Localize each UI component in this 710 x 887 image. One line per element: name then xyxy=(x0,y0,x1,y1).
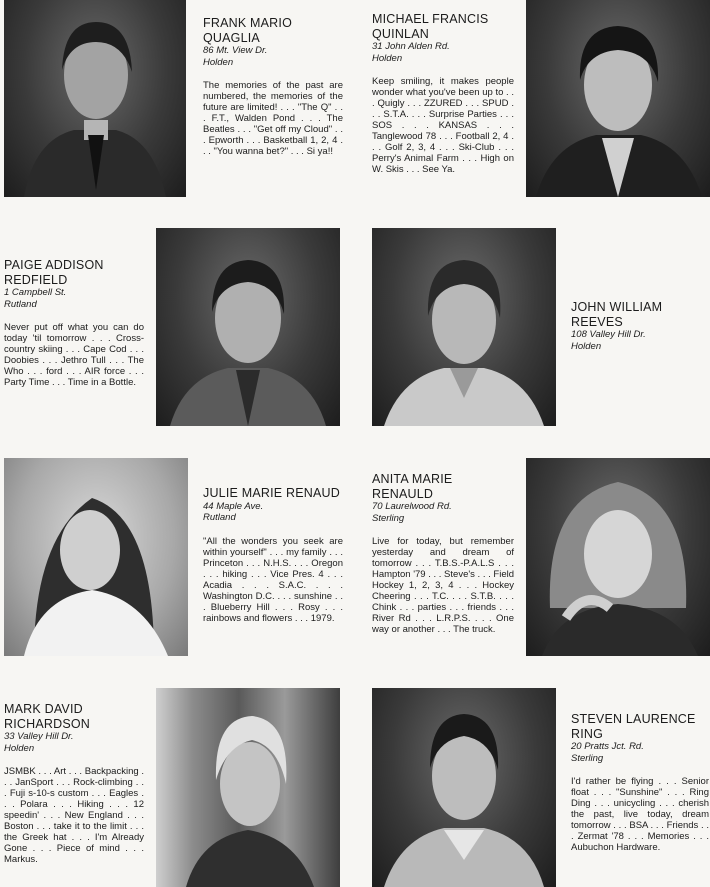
student-town: Holden xyxy=(4,742,35,754)
portrait-photo-richardson xyxy=(156,688,340,887)
student-bio: Live for today, but remember yesterday and dream of tomorrow . . . T.B.S.-P.A.L.S . . . Hampton '79 . . . Steve's . . . Field Hockey 1, 2, 3, 4 . . . Hockey Cheering . . . T.C. . . . S.T.B. . . . Chink . . . parties . . . friends . . . River Rd . . . L.R.P.S. . . . One way or another . . . The truck. xyxy=(372,536,514,635)
student-name: MARK DAVID RICHARDSON xyxy=(4,702,91,731)
portrait-silhouette xyxy=(156,688,340,887)
portrait-silhouette xyxy=(526,0,710,197)
student-name: STEVEN LAURENCE RING xyxy=(571,712,696,741)
student-entry-redfield xyxy=(4,258,144,388)
student-entry-renaud xyxy=(203,486,343,624)
portrait-silhouette xyxy=(526,458,710,656)
student-street: 108 Valley Hill Dr. xyxy=(571,329,646,340)
portrait-silhouette xyxy=(4,458,188,656)
student-name: PAIGE ADDISON REDFIELD xyxy=(4,258,104,287)
student-entry-renauld xyxy=(372,472,514,635)
student-street: 86 Mt. View Dr. xyxy=(203,45,268,56)
student-street: 20 Pratts Jct. Rd. xyxy=(571,741,644,752)
student-name: FRANK MARIO QUAGLIA xyxy=(203,16,293,45)
portrait-photo-redfield xyxy=(156,228,340,426)
portrait-silhouette xyxy=(4,0,186,197)
student-name: JULIE MARIE RENAUD xyxy=(203,486,340,500)
student-street: 1 Campbell St. xyxy=(4,287,67,298)
student-bio: I'd rather be flying . . . Senior float . . . "Sunshine" . . . Ring Ding . . . unicycling . . . cherish the past, live today, dream tomorrow . . . BSA . . . Friends . . . Zermat '78 . . . Memories . . . Aubuchon Hardware. xyxy=(571,776,709,853)
student-town: Holden xyxy=(372,52,403,64)
student-bio: The memories of the past are numbered, the memories of the future are limited! . . . "The Q" . . . F.T., Walden Pond . . . The Beatles . . . "Get off my Cloud" . . . Epworth . . . Basketball 1, 2, 4 . . . "You wanna bet?" . . . Si ya!! xyxy=(203,80,343,157)
portrait-photo-renaud xyxy=(4,458,188,656)
student-bio: Never put off what you can do today 'til tomorrow . . . Cross-country skiing . . . Cape Cod . . . Doobies . . . Jethro Tull . . . The Who . . . ford . . . AIR force . . . Party Time . . . Time in a Bottle. xyxy=(4,322,144,388)
student-name: ANITA MARIE RENAULD xyxy=(372,472,453,501)
portrait-photo-ring xyxy=(372,688,556,887)
student-bio: JSMBK . . . Art . . . Backpacking . . . JanSport . . . Rock-climbing . . . Fuji s-10-s custom . . . Eagles . . . Polara . . . Hiking . . . 12 speedin' . . . New England . . . Boston . . . take it to the limit . . . the Greek hat . . . I'm Already Gone . . . Piece of mind . . . Markus. xyxy=(4,766,144,865)
student-town: Rutland xyxy=(203,512,236,523)
portrait-photo-reeves xyxy=(372,228,556,426)
student-street: 31 John Alden Rd. xyxy=(372,41,450,52)
student-entry-richardson xyxy=(4,702,144,865)
student-entry-quaglia xyxy=(203,16,343,157)
portrait-silhouette xyxy=(372,228,556,426)
student-entry-reeves xyxy=(571,300,709,352)
portrait-photo-quinlan xyxy=(526,0,710,197)
student-street: 44 Maple Ave. xyxy=(203,500,264,512)
student-town: Holden xyxy=(571,340,602,352)
portrait-silhouette xyxy=(372,688,556,887)
student-town: Holden xyxy=(203,56,234,68)
student-entry-quinlan xyxy=(372,12,514,175)
student-bio: Keep smiling, it makes people wonder what you've been up to . . . Quigly . . . ZZURED . . . SPUD . . . S.T.A. . . . Surprise Parties . . . SOS . . . KANSAS . . . Tanglewood 78 . . . Football 2, 4 . . . Golf 2, 3, 4 . . . Ski-Club . . . Perry's Animal Farm . . . High on W. Skis . . . See Ya. xyxy=(372,76,514,175)
student-town: Rutland xyxy=(4,298,37,310)
student-entry-ring xyxy=(571,712,709,853)
student-town: Sterling xyxy=(372,512,405,524)
student-bio: "All the wonders you seek are within yourself" . . . my family . . . Princeton . . . N.H.S. . . . Oregon . . . hiking . . . Vice Pres. 4 . . . Acadia . . . S.A.C. . . . Washington D.C. . . . sunshine . . . Blueberry Hill . . . Rosy . . . rainbows and flowers . . . 1979. xyxy=(203,535,343,624)
portrait-photo-renauld xyxy=(526,458,710,656)
student-name: JOHN WILLIAM REEVES xyxy=(571,300,663,329)
portrait-photo-quaglia xyxy=(4,0,186,197)
student-street: 33 Valley Hill Dr. xyxy=(4,731,74,742)
student-town: Sterling xyxy=(571,752,604,764)
portrait-silhouette xyxy=(156,228,340,426)
student-street: 70 Laurelwood Rd. xyxy=(372,501,452,512)
student-name: MICHAEL FRANCIS QUINLAN xyxy=(372,12,489,41)
